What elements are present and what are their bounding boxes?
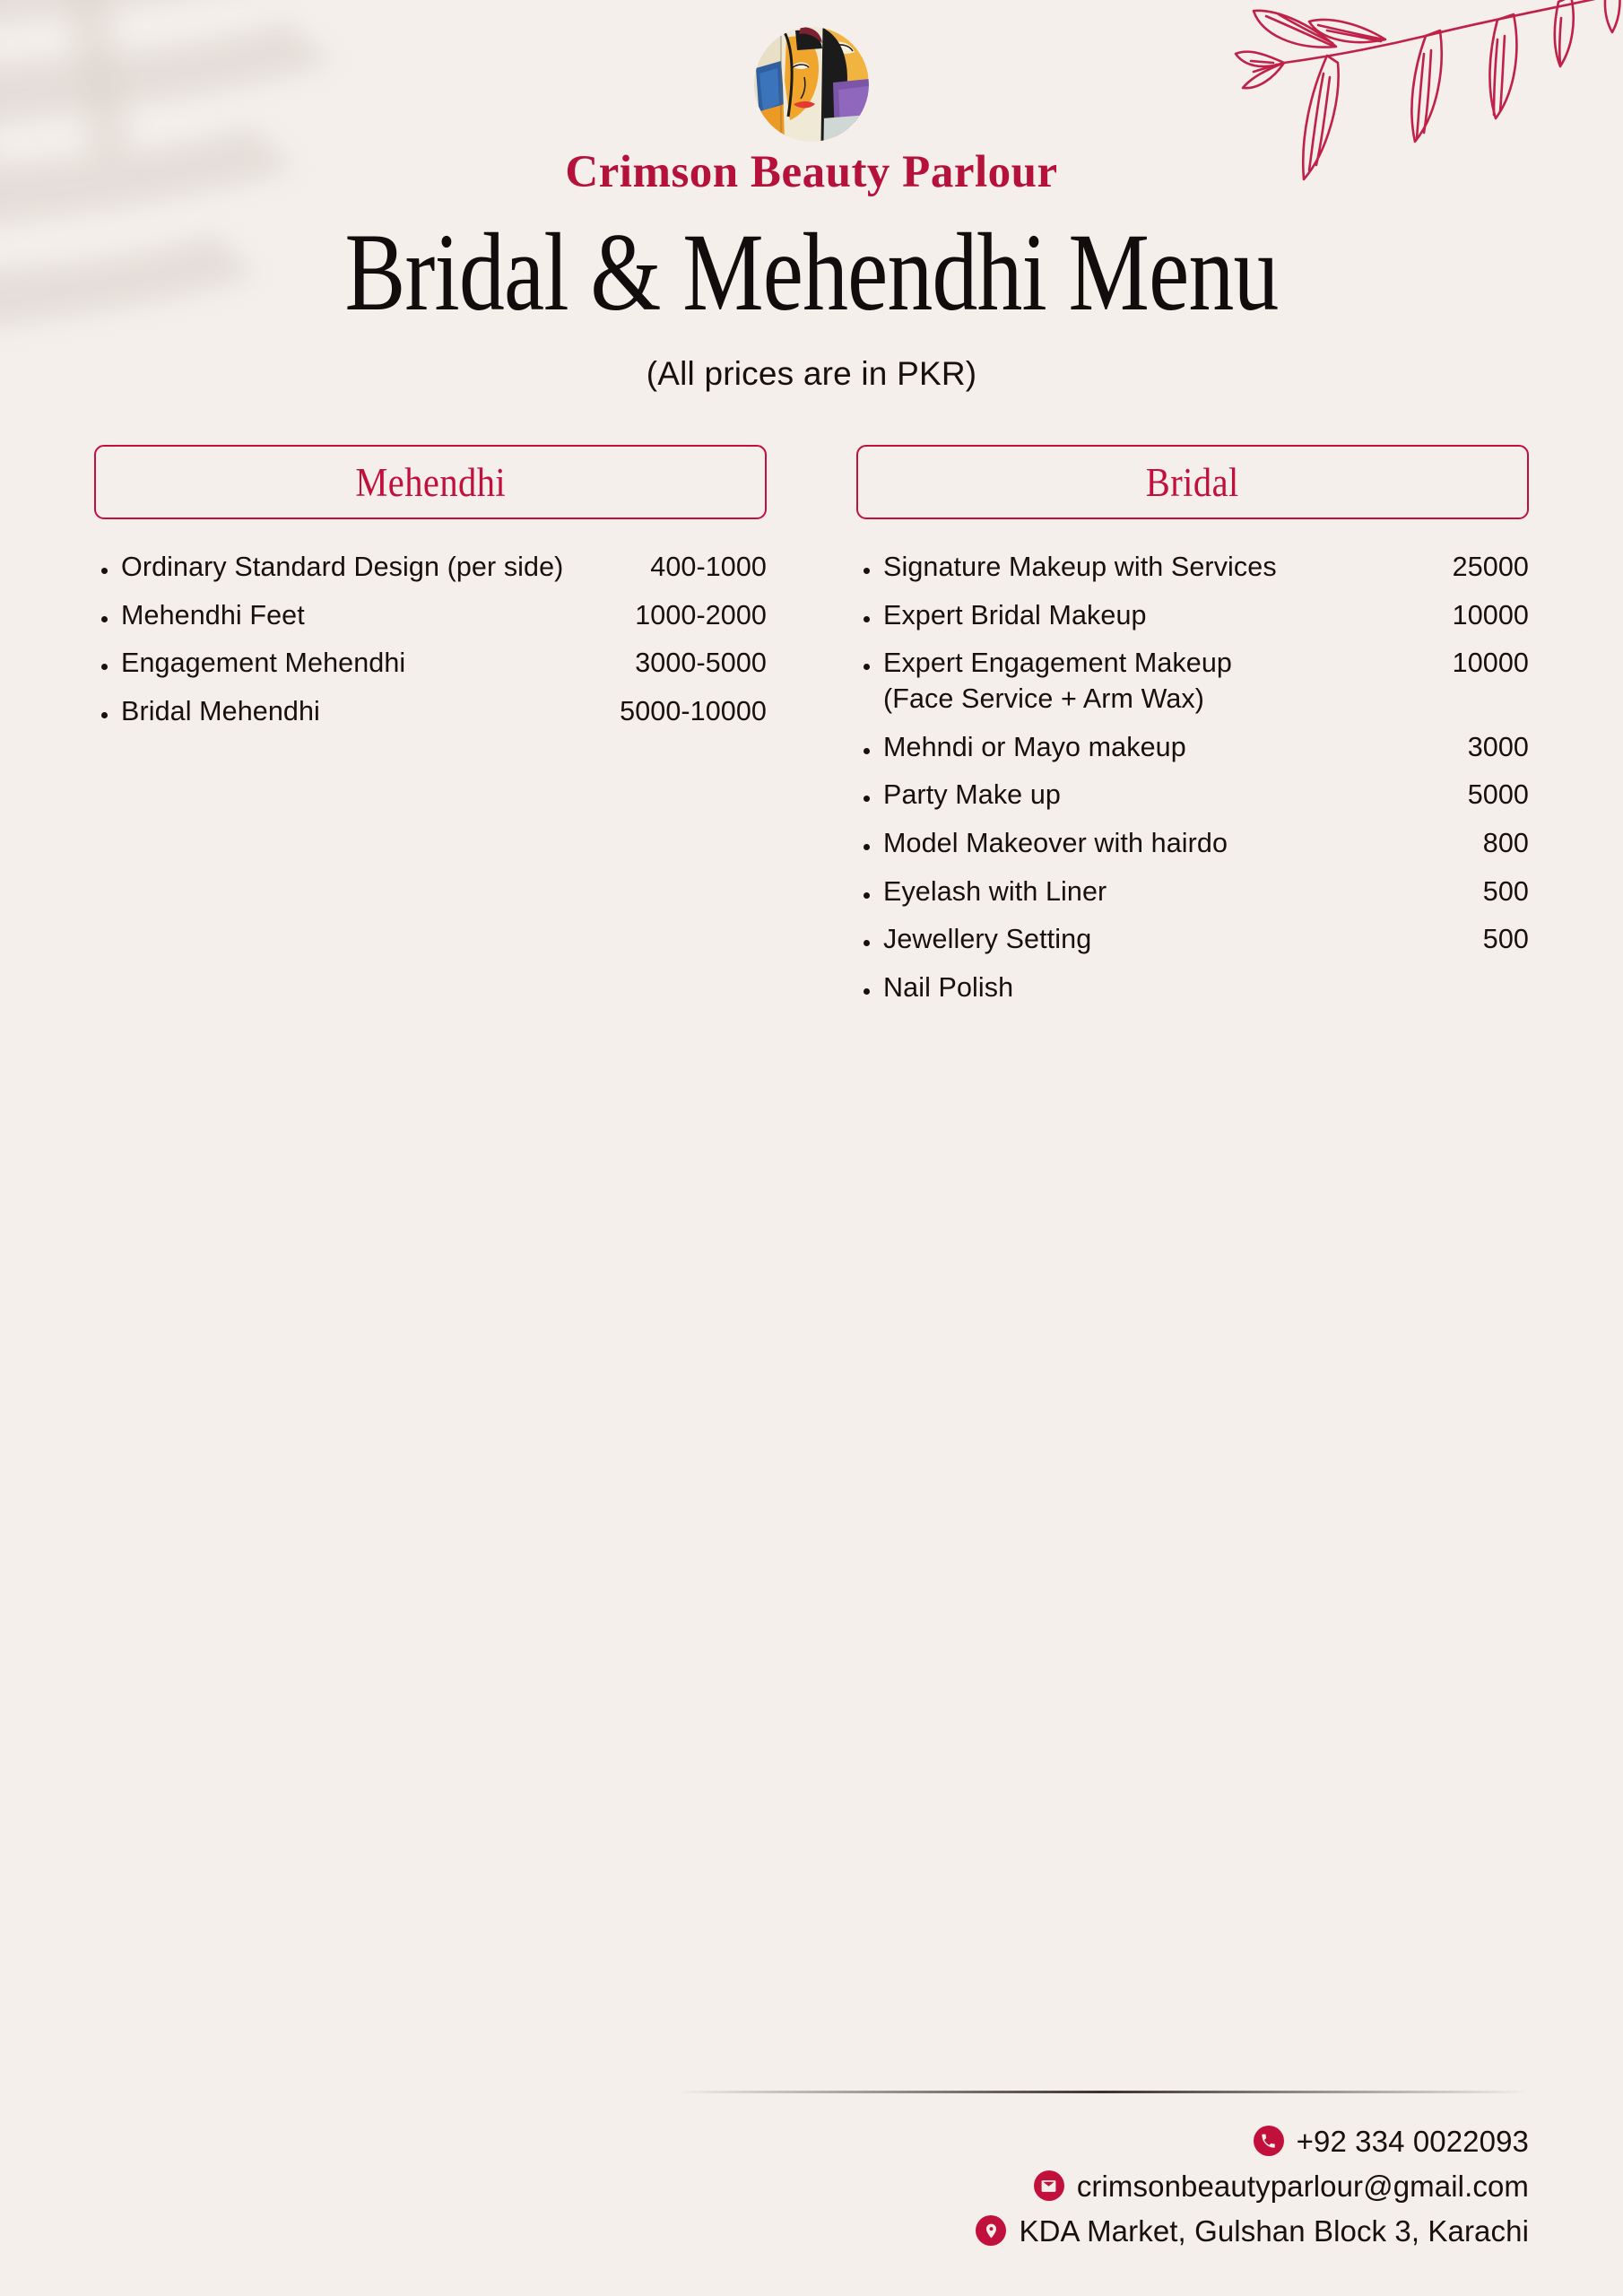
menu-item-label: Expert Bridal Makeup — [883, 599, 1147, 631]
menu-item — [856, 550, 1529, 586]
price-currency-note: (All prices are in PKR) — [646, 355, 977, 393]
menu-item-label-line1: Expert Engagement Makeup — [883, 648, 1232, 679]
menu-item-price: 500 — [1482, 924, 1529, 955]
menu-item-price: 10000 — [1452, 599, 1529, 631]
menu-item — [94, 598, 767, 634]
menu-item — [856, 730, 1529, 766]
menu-columns — [0, 393, 1623, 1018]
brand-name: Crimson Beauty Parlour — [565, 147, 1058, 197]
parlour-logo-icon — [754, 27, 869, 142]
menu-item — [856, 826, 1529, 862]
menu-item-price: 3000-5000 — [635, 648, 767, 679]
menu-list-mehendhi — [94, 550, 767, 730]
phone-icon — [1254, 2126, 1284, 2156]
footer-divider — [677, 2091, 1529, 2093]
menu-item-label: Mehndi or Mayo makeup — [883, 731, 1186, 762]
section-title-mehendhi: Mehendhi — [355, 459, 506, 505]
section-bridal — [856, 445, 1529, 1018]
menu-item-price: 800 — [1482, 827, 1529, 858]
header — [0, 0, 1623, 393]
menu-item-price: 3000 — [1467, 731, 1529, 762]
contact-email[interactable] — [677, 2170, 1529, 2201]
menu-item-label: Ordinary Standard Design (per side) — [121, 552, 564, 583]
menu-item — [856, 598, 1529, 634]
email-address: crimsonbeautyparlour@gmail.com — [1076, 2169, 1529, 2203]
menu-item-label: Signature Makeup with Services — [883, 552, 1277, 583]
menu-item-price: 10000 — [1452, 648, 1529, 679]
menu-item-label: Mehendhi Feet — [121, 599, 305, 631]
page-title: Bridal & Mehendhi Menu — [344, 211, 1279, 335]
menu-item-price: 5000-10000 — [620, 696, 767, 727]
contact-phone[interactable] — [677, 2126, 1529, 2156]
section-mehendhi — [94, 445, 767, 1018]
menu-item — [94, 646, 767, 682]
location-pin-icon — [976, 2215, 1006, 2246]
menu-item-label-line2: (Face Service + Arm Wax) — [883, 683, 1205, 715]
menu-item-label: Jewellery Setting — [883, 924, 1092, 955]
section-header-bridal — [856, 445, 1529, 519]
menu-item-label: Party Make up — [883, 779, 1061, 811]
menu-item-price: 400-1000 — [650, 552, 767, 583]
contact-address[interactable] — [677, 2215, 1529, 2246]
menu-item-label: Bridal Mehendhi — [121, 696, 320, 727]
menu-item-label: Eyelash with Liner — [883, 875, 1107, 907]
footer — [677, 2091, 1529, 2260]
menu-item — [94, 550, 767, 586]
menu-item — [856, 778, 1529, 813]
menu-item — [856, 874, 1529, 910]
phone-number: +92 334 0022093 — [1296, 2124, 1529, 2158]
menu-item-label — [883, 646, 1453, 717]
menu-list-bridal — [856, 550, 1529, 1005]
menu-item-label: Engagement Mehendhi — [121, 648, 406, 679]
section-header-mehendhi — [94, 445, 767, 519]
address-text: KDA Market, Gulshan Block 3, Karachi — [1019, 2213, 1529, 2248]
menu-item — [856, 646, 1529, 717]
email-icon — [1034, 2170, 1064, 2201]
menu-item-label: Model Makeover with hairdo — [883, 827, 1228, 858]
menu-item — [856, 922, 1529, 958]
menu-item-label: Nail Polish — [883, 971, 1014, 1003]
menu-item-price: 1000-2000 — [635, 599, 767, 631]
menu-item-price: 500 — [1482, 875, 1529, 907]
menu-item — [94, 694, 767, 730]
menu-item-price: 5000 — [1467, 779, 1529, 811]
section-title-bridal: Bridal — [1146, 459, 1239, 505]
menu-item — [856, 970, 1529, 1006]
menu-item-price: 25000 — [1452, 552, 1529, 583]
